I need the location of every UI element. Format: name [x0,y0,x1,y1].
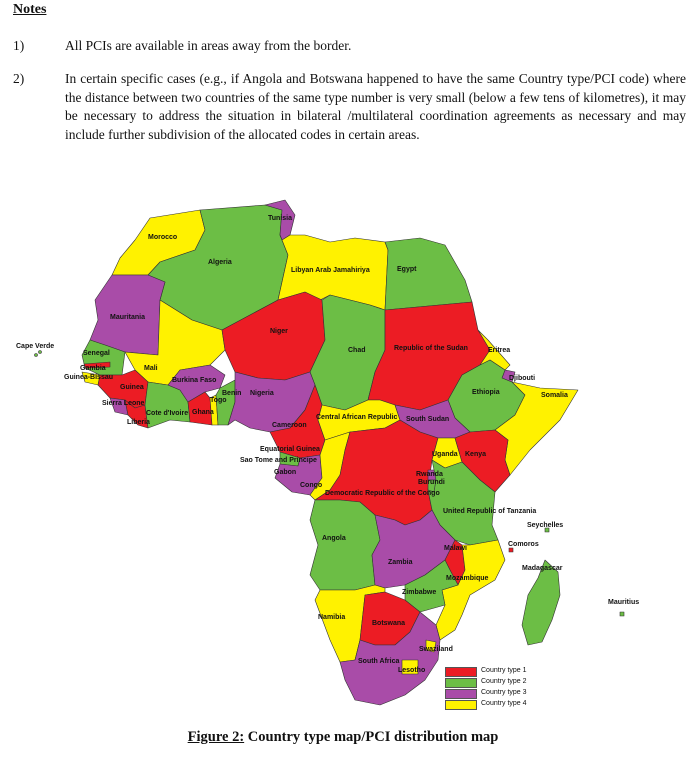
country-egypt [385,238,472,310]
country-comoros [509,548,513,552]
label-nigeria: Nigeria [250,390,274,397]
label-angola: Angola [322,535,346,542]
label-malawi: Malawi [444,545,467,552]
label-madagascar: Madagascar [522,565,563,572]
label-congo: Congo [300,482,323,489]
legend-swatch [445,700,477,710]
figure-number: Figure 2: [187,729,245,745]
label-car: Central African Republic [316,414,398,421]
label-swaziland: Swaziland [419,646,453,653]
legend-swatch [445,689,477,699]
label-mali: Mali [144,365,158,372]
legend-item-type4 [445,699,555,710]
label-burkina-faso: Burkina Faso [172,377,217,384]
label-burundi: Burundi [418,479,445,486]
legend-label: Country type 4 [481,700,527,707]
legend-label: Country type 1 [481,667,527,674]
notes-heading: Notes [13,2,47,17]
label-south-africa: South Africa [358,658,400,665]
label-egypt: Egypt [397,266,417,273]
label-algeria: Algeria [208,259,232,266]
legend-swatch [445,678,477,688]
label-drc: Democratic Republic of the Congo [325,490,440,497]
label-cote-divoire: Cote d'Ivoire [146,410,189,417]
label-zimbabwe: Zimbabwe [402,589,437,596]
label-sierra-leone: Sierra Leone [102,400,145,407]
label-namibia: Namibia [318,614,346,621]
legend-item-type3 [445,688,555,699]
country-madagascar [522,560,560,645]
label-cameroon: Cameroon [272,422,307,429]
label-mauritania: Mauritania [110,314,146,321]
label-eq-guinea: Equatorial Guinea [260,446,320,453]
legend-label: Country type 2 [481,678,527,685]
country-mauritius [620,612,624,616]
label-niger: Niger [270,328,288,335]
label-south-sudan: South Sudan [406,416,450,423]
label-sao-tome: Sao Tome and Principe [240,457,317,464]
label-guinea-bissau: Guinea-Bissau [64,374,114,381]
note-number: 2) [13,71,25,86]
label-benin: Benin [222,390,242,397]
label-tanzania: United Republic of Tanzania [443,508,537,515]
label-somalia: Somalia [541,392,568,399]
label-eritrea: Eritrea [488,347,511,354]
label-rwanda: Rwanda [416,471,443,478]
label-libya: Libyan Arab Jamahiriya [291,267,370,274]
label-togo: Togo [210,397,227,404]
label-djibouti: Djibouti [509,375,536,382]
label-liberia: Liberia [127,419,150,426]
country-cape-verde [35,354,38,357]
note-text: In certain specific cases (e.g., if Angola and Botswana happened to have the same Country type/PCI code) where the distance between two countries of the same type number is very small (below a few tens of kilometres), it may be necessary to address the situation in bilateral /multilateral coordination agreements as necessary and may include further subdivision of the allocated codes in certain areas. [65,71,686,142]
legend-item-type2 [445,677,555,688]
africa-map [0,195,686,720]
label-botswana: Botswana [372,620,406,627]
label-cape-verde: Cape Verde [16,343,55,350]
map-legend [445,666,555,710]
legend-swatch [445,667,477,677]
label-uganda: Uganda [432,451,458,458]
label-gabon: Gabon [274,469,297,476]
label-ethiopia: Ethiopia [472,389,500,396]
label-guinea: Guinea [120,384,144,391]
label-ghana: Ghana [192,409,214,416]
label-sudan: Republic of the Sudan [394,345,468,352]
label-seychelles: Seychelles [527,522,564,529]
label-tunisia: Tunisia [268,215,292,222]
label-lesotho: Lesotho [398,667,426,674]
label-mauritius: Mauritius [608,599,640,606]
note-number: 1) [13,38,25,53]
legend-item-type1 [445,666,555,677]
figure-caption [0,729,686,746]
label-mozambique: Mozambique [446,575,489,582]
label-morocco: Morocco [148,234,178,241]
note-text: All PCIs are available in areas away from the border. [65,38,352,53]
label-comoros: Comoros [508,541,539,548]
label-gambia: Gambia [80,365,106,372]
label-zambia: Zambia [388,559,413,566]
figure-title: Country type map/PCI distribution map [244,729,499,745]
label-senegal: Senegal [83,350,110,357]
country-angola [310,500,380,590]
africa-map-svg [0,195,686,720]
label-chad: Chad [348,347,366,354]
legend-label: Country type 3 [481,689,527,696]
label-kenya: Kenya [465,451,487,458]
country-cape-verde-island [39,351,42,354]
